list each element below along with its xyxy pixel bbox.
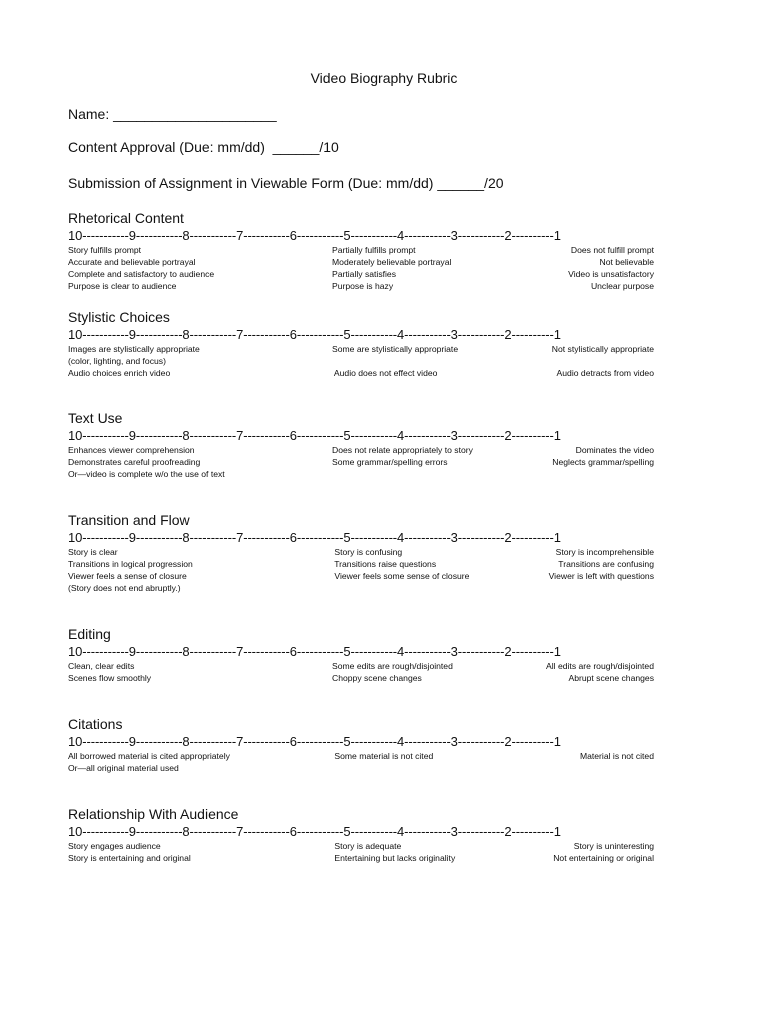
score-scale: 10-----------9-----------8-----------7-----------6-----------5-----------4-----------3-----------2----------1 xyxy=(68,228,561,243)
criteria-row xyxy=(68,570,658,582)
page-title: Video Biography Rubric xyxy=(310,70,458,86)
rubric-section-relationship-with-audience xyxy=(68,805,658,864)
criteria-row xyxy=(68,558,658,570)
criteria-row xyxy=(68,468,658,480)
criteria-row xyxy=(68,546,658,558)
low-score-descriptor: All edits are rough/disjointed xyxy=(546,661,654,671)
section-heading: Stylistic Choices xyxy=(68,309,170,325)
mid-score-descriptor: Story is confusing xyxy=(332,547,403,557)
high-score-descriptor: (color, lighting, and focus) xyxy=(68,356,166,366)
criteria-rows xyxy=(68,444,658,480)
high-score-descriptor: Or—all original material used xyxy=(68,763,179,773)
low-score-descriptor: Dominates the video xyxy=(575,445,654,455)
high-score-descriptor: Story is clear xyxy=(68,547,118,557)
submission-line: Submission of Assignment in Viewable Form (Due: mm/dd) ______/20 xyxy=(68,175,504,191)
section-heading: Editing xyxy=(68,626,111,642)
score-scale: 10-----------9-----------8-----------7-----------6-----------5-----------4-----------3-----------2----------1 xyxy=(68,530,561,545)
criteria-rows xyxy=(68,343,658,379)
low-score-descriptor: Does not fulfill prompt xyxy=(570,245,654,255)
score-scale: 10-----------9-----------8-----------7-----------6-----------5-----------4-----------3-----------2----------1 xyxy=(68,824,561,839)
section-heading: Transition and Flow xyxy=(68,512,190,528)
criteria-row xyxy=(68,750,658,762)
criteria-row xyxy=(68,367,658,379)
criteria-row xyxy=(68,762,658,774)
criteria-row xyxy=(68,660,658,672)
high-score-descriptor: Demonstrates careful proofreading xyxy=(68,457,201,467)
mid-score-descriptor: Viewer feels some sense of closure xyxy=(332,571,470,581)
rubric-section-text-use xyxy=(68,409,658,480)
high-score-descriptor: Story fulfills prompt xyxy=(68,245,142,255)
mid-score-descriptor: Audio does not effect video xyxy=(332,368,438,378)
criteria-rows xyxy=(68,840,658,864)
mid-score-descriptor: Choppy scene changes xyxy=(332,673,422,683)
content-approval-line: Content Approval (Due: mm/dd) ______/10 xyxy=(68,139,339,155)
mid-score-descriptor: Entertaining but lacks originality xyxy=(332,853,456,863)
low-score-descriptor: Not believable xyxy=(599,257,654,267)
criteria-row xyxy=(68,355,658,367)
score-scale: 10-----------9-----------8-----------7-----------6-----------5-----------4-----------3-----------2----------1 xyxy=(68,428,561,443)
criteria-rows xyxy=(68,244,658,292)
low-score-descriptor: Audio detracts from video xyxy=(556,368,654,378)
low-score-descriptor: Neglects grammar/spelling xyxy=(552,457,654,467)
rubric-section-citations xyxy=(68,715,658,774)
high-score-descriptor: Story engages audience xyxy=(68,841,161,851)
section-heading: Relationship With Audience xyxy=(68,806,239,822)
score-scale: 10-----------9-----------8-----------7-----------6-----------5-----------4-----------3-----------2----------1 xyxy=(68,644,561,659)
high-score-descriptor: Complete and satisfactory to audience xyxy=(68,269,215,279)
score-scale: 10-----------9-----------8-----------7-----------6-----------5-----------4-----------3-----------2----------1 xyxy=(68,734,561,749)
criteria-row xyxy=(68,840,658,852)
high-score-descriptor: Audio choices enrich video xyxy=(68,368,171,378)
rubric-section-transition-and-flow xyxy=(68,511,658,594)
criteria-row xyxy=(68,280,658,292)
section-heading: Rhetorical Content xyxy=(68,210,184,226)
high-score-descriptor: Purpose is clear to audience xyxy=(68,281,177,291)
mid-score-descriptor: Transitions raise questions xyxy=(332,559,437,569)
mid-score-descriptor: Does not relate appropriately to story xyxy=(332,445,473,455)
low-score-descriptor: Unclear purpose xyxy=(590,281,654,291)
rubric-section-rhetorical-content xyxy=(68,209,658,292)
low-score-descriptor: Material is not cited xyxy=(579,751,654,761)
rubric-section-editing xyxy=(68,625,658,684)
high-score-descriptor: Clean, clear edits xyxy=(68,661,135,671)
criteria-row xyxy=(68,456,658,468)
mid-score-descriptor: Purpose is hazy xyxy=(332,281,394,291)
criteria-row xyxy=(68,244,658,256)
low-score-descriptor: Not stylistically appropriate xyxy=(551,344,654,354)
high-score-descriptor: All borrowed material is cited appropriately xyxy=(68,751,230,761)
mid-score-descriptor: Partially satisfies xyxy=(332,269,396,279)
criteria-rows xyxy=(68,546,658,594)
high-score-descriptor: Scenes flow smoothly xyxy=(68,673,152,683)
high-score-descriptor: Transitions in logical progression xyxy=(68,559,193,569)
high-score-descriptor: Story is entertaining and original xyxy=(68,853,191,863)
criteria-row xyxy=(68,672,658,684)
rubric-section-stylistic-choices xyxy=(68,308,658,379)
criteria-row xyxy=(68,852,658,864)
mid-score-descriptor: Some edits are rough/disjointed xyxy=(332,661,453,671)
low-score-descriptor: Story is uninteresting xyxy=(573,841,654,851)
low-score-descriptor: Video is unsatisfactory xyxy=(568,269,654,279)
score-scale: 10-----------9-----------8-----------7-----------6-----------5-----------4-----------3-----------2----------1 xyxy=(68,327,561,342)
high-score-descriptor: Enhances viewer comprehension xyxy=(68,445,195,455)
section-heading: Citations xyxy=(68,716,123,732)
criteria-row xyxy=(68,582,658,594)
high-score-descriptor: Viewer feels a sense of closure xyxy=(68,571,187,581)
low-score-descriptor: Abrupt scene changes xyxy=(568,673,654,683)
criteria-row xyxy=(68,444,658,456)
criteria-row xyxy=(68,268,658,280)
mid-score-descriptor: Some are stylistically appropriate xyxy=(332,344,459,354)
name-field-line: Name: _____________________ xyxy=(68,106,277,122)
criteria-row xyxy=(68,343,658,355)
mid-score-descriptor: Story is adequate xyxy=(332,841,402,851)
low-score-descriptor: Viewer is left with questions xyxy=(548,571,654,581)
criteria-rows xyxy=(68,660,658,684)
mid-score-descriptor: Some grammar/spelling errors xyxy=(332,457,448,467)
high-score-descriptor: Accurate and believable portrayal xyxy=(68,257,196,267)
low-score-descriptor: Story is incomprehensible xyxy=(555,547,654,557)
low-score-descriptor: Not entertaining or original xyxy=(553,853,654,863)
section-heading: Text Use xyxy=(68,410,123,426)
high-score-descriptor: (Story does not end abruptly.) xyxy=(68,583,181,593)
criteria-row xyxy=(68,256,658,268)
low-score-descriptor: Transitions are confusing xyxy=(558,559,654,569)
high-score-descriptor: Images are stylistically appropriate xyxy=(68,344,200,354)
mid-score-descriptor: Some material is not cited xyxy=(332,751,434,761)
mid-score-descriptor: Moderately believable portrayal xyxy=(332,257,452,267)
high-score-descriptor: Or—video is complete w/o the use of text xyxy=(68,469,225,479)
criteria-rows xyxy=(68,750,658,774)
mid-score-descriptor: Partially fulfills prompt xyxy=(332,245,416,255)
